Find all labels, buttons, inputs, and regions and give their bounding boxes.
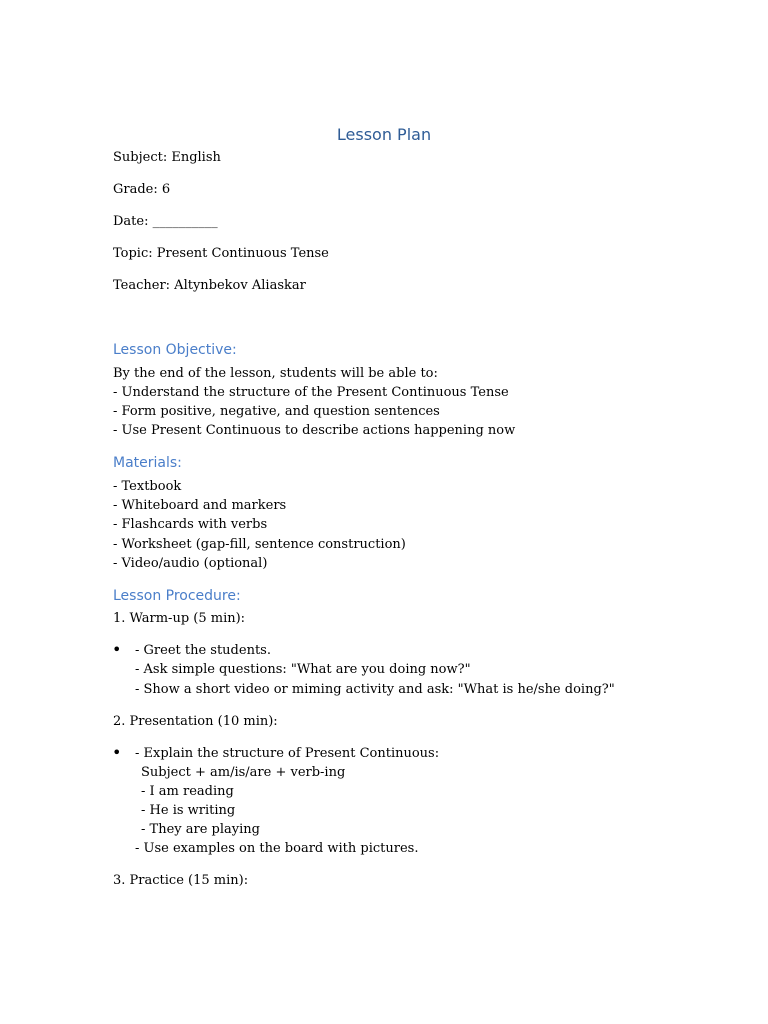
materials-item: - Worksheet (gap-fill, sentence construction) bbox=[113, 537, 406, 552]
materials-item: - Whiteboard and markers bbox=[113, 498, 287, 513]
presentation-example: - They are playing bbox=[141, 822, 260, 837]
page-title: Lesson Plan bbox=[336, 125, 432, 144]
warmup-title: 1. Warm-up (5 min): bbox=[113, 611, 246, 626]
practice-title: 3. Practice (15 min): bbox=[113, 873, 249, 888]
warmup-item: - Show a short video or miming activity and ask: "What is he/she doing?" bbox=[135, 682, 615, 697]
procedure-heading: Lesson Procedure: bbox=[113, 588, 241, 604]
bullet-dot-icon: • bbox=[112, 743, 122, 762]
objective-item: - Form positive, negative, and question sentences bbox=[113, 404, 440, 419]
grade-line: Grade: 6 bbox=[113, 182, 171, 197]
presentation-example: - He is writing bbox=[141, 803, 236, 818]
presentation-example: - I am reading bbox=[141, 784, 234, 799]
materials-item: - Textbook bbox=[113, 479, 182, 494]
subject-line: Subject: English bbox=[113, 150, 221, 165]
materials-item: - Flashcards with verbs bbox=[113, 517, 268, 532]
presentation-title: 2. Presentation (10 min): bbox=[113, 714, 278, 729]
warmup-item: - Greet the students. bbox=[135, 643, 271, 658]
objective-heading: Lesson Objective: bbox=[113, 342, 237, 358]
objective-item: - Use Present Continuous to describe actions happening now bbox=[113, 423, 516, 438]
teacher-line: Teacher: Altynbekov Aliaskar bbox=[113, 278, 306, 293]
bullet-dot-icon: • bbox=[112, 640, 122, 659]
date-line: Date: __________ bbox=[113, 214, 218, 229]
objective-intro: By the end of the lesson, students will be able to: bbox=[113, 366, 438, 381]
presentation-explain: - Explain the structure of Present Continuous: bbox=[135, 746, 440, 761]
objective-item: - Understand the structure of the Present Continuous Tense bbox=[113, 385, 509, 400]
warmup-item: - Ask simple questions: "What are you doing now?" bbox=[135, 662, 471, 677]
materials-heading: Materials: bbox=[113, 455, 182, 471]
presentation-board: - Use examples on the board with pictures. bbox=[135, 841, 419, 856]
topic-line: Topic: Present Continuous Tense bbox=[113, 246, 329, 261]
presentation-formula: Subject + am/is/are + verb-ing bbox=[141, 765, 346, 780]
materials-item: - Video/audio (optional) bbox=[113, 556, 268, 571]
